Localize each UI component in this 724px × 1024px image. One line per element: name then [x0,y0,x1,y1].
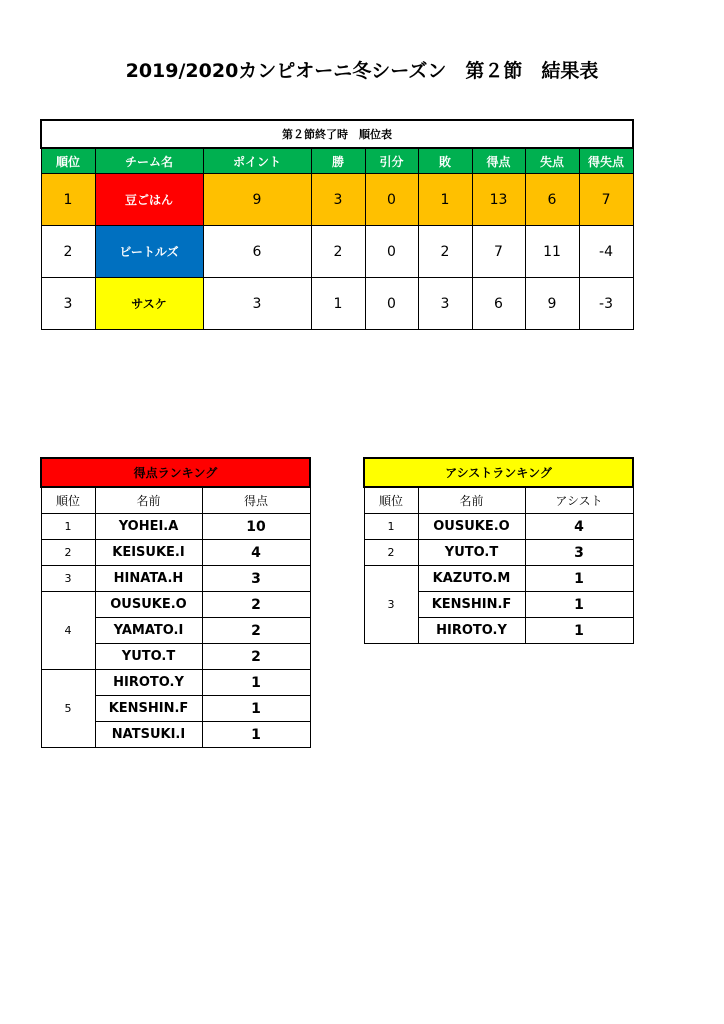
goals-against-cell: 6 [525,174,579,226]
draws-cell: 0 [365,174,418,226]
column-header: 失点 [525,148,579,174]
goals-for-cell: 6 [472,278,525,330]
goals-count-cell: 2 [202,592,310,618]
column-header: 敗 [418,148,472,174]
player-name-cell: YOHEI.A [95,514,202,540]
assist-ranking-table [363,457,634,644]
column-header: 順位 [41,148,95,174]
rank-cell: 1 [364,514,418,540]
goals-for-cell: 7 [472,226,525,278]
column-header: 順位 [364,487,418,514]
player-name-cell: YAMATO.I [95,618,202,644]
goal-ranking-row [41,566,310,592]
rank-cell: 2 [364,540,418,566]
draws-cell: 0 [365,226,418,278]
player-name-cell: KENSHIN.F [418,592,525,618]
column-header: 順位 [41,487,95,514]
goals-against-cell: 9 [525,278,579,330]
rank-cell: 5 [41,670,95,748]
column-header: アシスト [525,487,633,514]
player-name-cell: HINATA.H [95,566,202,592]
assist-ranking-header [364,487,633,514]
goals-against-cell: 11 [525,226,579,278]
wins-cell: 1 [311,278,365,330]
rank-cell: 3 [41,566,95,592]
assist-ranking-row [364,514,633,540]
goals-count-cell: 1 [202,722,310,748]
player-name-cell: KENSHIN.F [95,696,202,722]
goal-ranking-table [40,457,311,748]
player-name-cell: HIROTO.Y [418,618,525,644]
player-name-cell: OUSUKE.O [418,514,525,540]
goal-difference-cell: -3 [579,278,633,330]
goals-count-cell: 3 [202,566,310,592]
column-header: ポイント [203,148,311,174]
wins-cell: 3 [311,174,365,226]
goal-difference-cell: -4 [579,226,633,278]
assists-count-cell: 4 [525,514,633,540]
standings-row [41,174,633,226]
goals-count-cell: 2 [202,644,310,670]
player-name-cell: NATSUKI.I [95,722,202,748]
goals-for-cell: 13 [472,174,525,226]
rank-cell: 2 [41,226,95,278]
assists-count-cell: 1 [525,592,633,618]
column-header: チーム名 [95,148,203,174]
player-name-cell: YUTO.T [95,644,202,670]
losses-cell: 2 [418,226,472,278]
goals-count-cell: 10 [202,514,310,540]
goals-count-cell: 2 [202,618,310,644]
wins-cell: 2 [311,226,365,278]
points-cell: 6 [203,226,311,278]
rank-cell: 2 [41,540,95,566]
team-name-cell: 豆ごはん [95,174,203,226]
assist-ranking-caption: アシストランキング [364,458,633,487]
rank-cell: 3 [364,566,418,644]
points-cell: 3 [203,278,311,330]
rank-cell: 3 [41,278,95,330]
goal-ranking-row [41,540,310,566]
goals-count-cell: 1 [202,670,310,696]
page-title: 2019/2020カンピオーニ冬シーズン 第２節 結果表 [125,60,599,82]
player-name-cell: YUTO.T [418,540,525,566]
goal-ranking-row [41,670,310,696]
rank-cell: 1 [41,174,95,226]
player-name-cell: OUSUKE.O [95,592,202,618]
player-name-cell: KAZUTO.M [418,566,525,592]
player-name-cell: HIROTO.Y [95,670,202,696]
column-header: 引分 [365,148,418,174]
points-cell: 9 [203,174,311,226]
column-header: 名前 [418,487,525,514]
losses-cell: 1 [418,174,472,226]
assists-count-cell: 3 [525,540,633,566]
team-name-cell: ビートルズ [95,226,203,278]
goals-count-cell: 4 [202,540,310,566]
losses-cell: 3 [418,278,472,330]
rank-cell: 4 [41,592,95,670]
goal-ranking-row [41,592,310,618]
column-header: 勝 [311,148,365,174]
goal-difference-cell: 7 [579,174,633,226]
standings-row [41,278,633,330]
rank-cell: 1 [41,514,95,540]
standings-caption: 第２節終了時 順位表 [41,120,633,148]
column-header: 得失点 [579,148,633,174]
goal-ranking-row [41,514,310,540]
assist-ranking-row [364,540,633,566]
draws-cell: 0 [365,278,418,330]
assists-count-cell: 1 [525,618,633,644]
goal-ranking-header [41,487,310,514]
standings-header [41,148,633,174]
column-header: 得点 [202,487,310,514]
team-name-cell: サスケ [95,278,203,330]
standings-row [41,226,633,278]
goals-count-cell: 1 [202,696,310,722]
column-header: 得点 [472,148,525,174]
player-name-cell: KEISUKE.I [95,540,202,566]
standings-table [40,119,634,330]
column-header: 名前 [95,487,202,514]
assists-count-cell: 1 [525,566,633,592]
assist-ranking-row [364,566,633,592]
goal-ranking-caption: 得点ランキング [41,458,310,487]
